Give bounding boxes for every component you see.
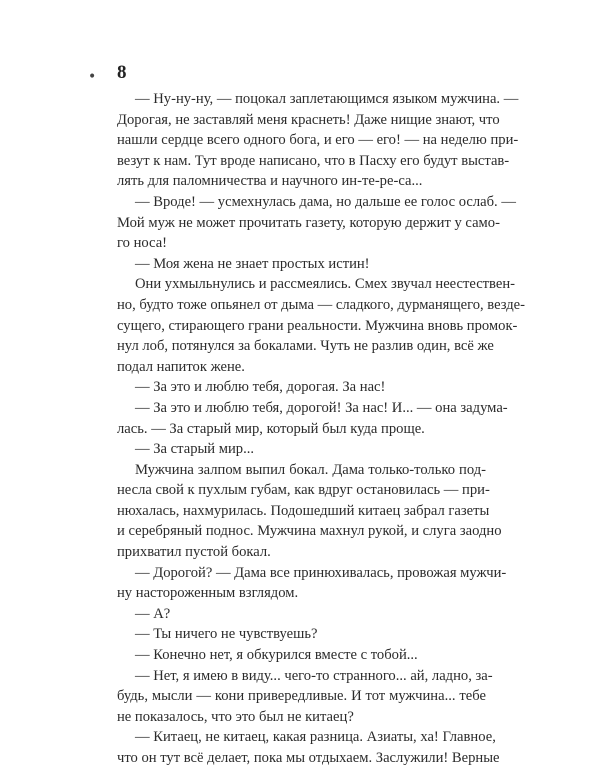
text-line: но, будто тоже опьянел от дыма — сладкого, дурманящего, везде-: [117, 296, 526, 313]
running-header: [86, 0, 106, 74]
text-line: прихватил пустой бокал.: [117, 544, 271, 561]
text-line: нул лоб, потянулся за бокалами. Чуть не разлив один, всё же: [117, 338, 494, 355]
text-line: Мужчина залпом выпил бокал. Дама только-только под-: [135, 461, 486, 478]
text-line: и серебряный поднос. Мужчина махнул рукой, и слуга заодно: [117, 523, 502, 540]
text-line: нашли сердце всего одного бога, и его — его! — на неделю при-: [117, 132, 519, 149]
text-line: везут к нам. Тут вроде написано, что в Пасху его будут выстав-: [117, 152, 510, 169]
text-line: — Дорогой? — Дама все принюхивалась, провожая мужчи-: [135, 564, 507, 581]
text-line: подал напиток жене.: [117, 358, 245, 375]
body-text: [117, 89, 526, 769]
text-line: — За это и люблю тебя, дорогая. За нас!: [135, 379, 386, 396]
text-line: Мой муж не может прочитать газету, которую держит у само-: [117, 214, 500, 231]
page-number: 8: [117, 62, 127, 83]
text-line: лять для паломничества и научного ин-те-ре-са...: [117, 173, 423, 190]
text-line: — За это и люблю тебя, дорогой! За нас! И... — она задума-: [135, 399, 508, 416]
text-line: Они ухмыльнулись и рассмеялись. Смех звучал неестествен-: [135, 276, 516, 293]
text-line: — Ну-ну-ну, — поцокал заплетающимся языком мужчина. —: [135, 91, 519, 107]
text-line: что он тут всё делает, пока мы отдыхаем. Заслужили! Верные: [117, 750, 500, 766]
text-line: — Китаец, не китаец, какая разница. Азиаты, ха! Главное,: [135, 729, 496, 746]
text-line: — Вроде! — усмехнулась дама, но дальше ее голос ослаб. —: [135, 193, 516, 210]
text-line: не показалось, что это был не китаец?: [117, 708, 354, 725]
text-line: — Ты ничего не чувствуешь?: [135, 626, 318, 643]
text-line: Дорогая, не заставляй меня краснеть! Даже нищие знают, что: [117, 111, 500, 128]
text-line: — Нет, я имею в виду... чего-то странного... ай, ладно, за-: [135, 667, 493, 684]
text-line: нюхалась, нахмурилась. Подошедший китаец забрал газеты: [117, 502, 490, 519]
header-bullet: •: [88, 69, 97, 85]
text-line: ну настороженным взглядом.: [117, 585, 299, 602]
text-line: — За старый мир...: [135, 441, 255, 458]
text-line: будь, мысли — кони привередливые. И тот мужчина... тебе: [117, 688, 486, 705]
text-line: лась. — За старый мир, который был куда проще.: [117, 420, 425, 437]
text-line: несла свой к пухлым губам, как вдруг остановилась — при-: [117, 482, 490, 499]
text-line: сущего, стирающего грани реальности. Мужчина вновь промок-: [117, 317, 518, 334]
text-line: — Конечно нет, я обкурился вместе с тобой...: [135, 647, 418, 664]
text-line: — А?: [135, 605, 171, 622]
text-line: — Моя жена не знает простых истин!: [135, 255, 370, 272]
text-line: го носа!: [117, 235, 168, 252]
